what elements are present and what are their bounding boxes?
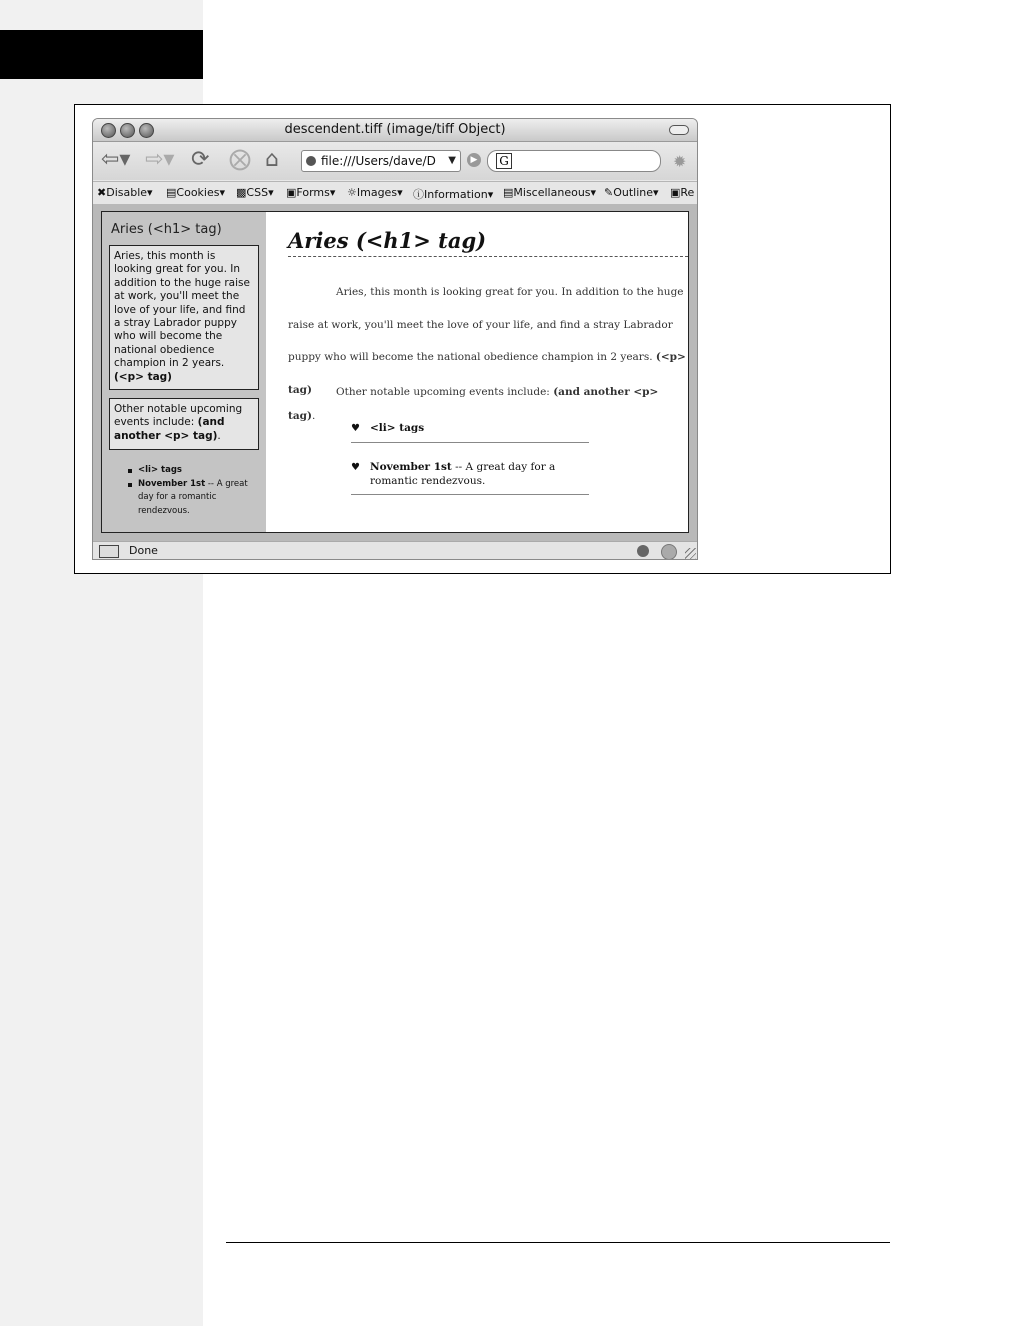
address-text: file:///Users/dave/D xyxy=(321,154,436,168)
address-dropdown-icon[interactable]: ▼ xyxy=(448,155,456,166)
main-paragraph-2: Other notable upcoming events include: (and another <p> tag). xyxy=(288,386,659,422)
list-item: November 1st -- A great day for a romantic rendezvous. xyxy=(128,478,252,519)
dev-menu-disable[interactable]: ✖Disable▾ xyxy=(97,186,153,199)
chapter-tab xyxy=(0,30,203,79)
reload-icon[interactable]: ⟳ xyxy=(191,147,210,172)
page-title: Aries (<h1> tag) xyxy=(288,228,487,253)
browser-window xyxy=(92,118,698,560)
page-viewport xyxy=(93,204,697,541)
title-divider xyxy=(288,256,688,257)
list-item: ♥ November 1st -- A great day for a romantic rendezvous. xyxy=(351,461,589,495)
list-item: ♥ <li> tags xyxy=(351,422,589,443)
toolbar-toggle-button[interactable] xyxy=(669,125,689,135)
sidebar-paragraph-1: Aries, this month is looking great for you. In addition to the huge raise at work, you'll meet the love of your life, and find a stray Labrador puppy who will become the national obedience champion in 2 years. (<p> tag) xyxy=(109,245,259,390)
resize-grip-icon[interactable] xyxy=(685,548,696,559)
title-bar xyxy=(93,119,697,142)
search-input[interactable] xyxy=(487,150,661,172)
heart-bullet-icon: ♥ xyxy=(351,423,360,434)
footer-rule xyxy=(226,1242,890,1243)
status-display-icon xyxy=(99,545,119,558)
loading-spinner-icon: ✹ xyxy=(673,152,687,171)
outline-sidebar xyxy=(102,212,266,532)
home-icon[interactable]: ⌂ xyxy=(265,147,279,172)
status-globe-icon xyxy=(661,544,677,560)
rendered-page xyxy=(101,211,689,533)
dev-menu-css[interactable]: ▩CSS▾ xyxy=(236,186,274,199)
heart-bullet-icon: ♥ xyxy=(351,462,360,473)
list-item: <li> tags xyxy=(128,464,252,478)
dev-menu-outline[interactable]: ✎Outline▾ xyxy=(604,186,659,199)
sidebar-heading: Aries (<h1> tag) xyxy=(111,222,222,237)
status-text: Done xyxy=(129,544,158,557)
security-icon xyxy=(637,545,649,557)
stop-icon[interactable]: ⨂ xyxy=(229,147,251,172)
go-button[interactable]: ▶ xyxy=(467,153,481,167)
sidebar-paragraph-2: Other notable upcoming events include: (and another <p> tag). xyxy=(109,398,259,450)
dev-menu-cookies[interactable]: ▤Cookies▾ xyxy=(166,186,226,199)
dev-menu-images[interactable]: ☼Images▾ xyxy=(347,186,403,199)
dev-menu-miscellaneous[interactable]: ▤Miscellaneous▾ xyxy=(503,186,597,199)
search-engine-icon[interactable]: G xyxy=(496,153,512,169)
main-paragraph-1: Aries, this month is looking great for you. In addition to the huge raise at work, you'll meet the love of your life, and find a stray Labrador puppy who will become the national obedience champion in 2 years. (<p> tag) xyxy=(288,286,686,396)
dev-menu-information[interactable]: ⓘInformation▾ xyxy=(413,188,494,201)
address-bar[interactable] xyxy=(301,150,461,172)
back-arrow-icon[interactable]: ⇦▾ xyxy=(101,147,131,172)
forward-arrow-icon[interactable]: ⇨▾ xyxy=(145,147,175,172)
globe-icon xyxy=(306,156,316,166)
window-title: descendent.tiff (image/tiff Object) xyxy=(284,122,506,137)
web-developer-toolbar xyxy=(93,181,697,205)
dev-menu-forms[interactable]: ▣Forms▾ xyxy=(286,186,336,199)
dev-menu-resize[interactable]: ▣Re xyxy=(670,186,695,199)
sidebar-list xyxy=(128,464,252,518)
navigation-toolbar xyxy=(93,142,697,180)
status-bar xyxy=(93,541,697,560)
